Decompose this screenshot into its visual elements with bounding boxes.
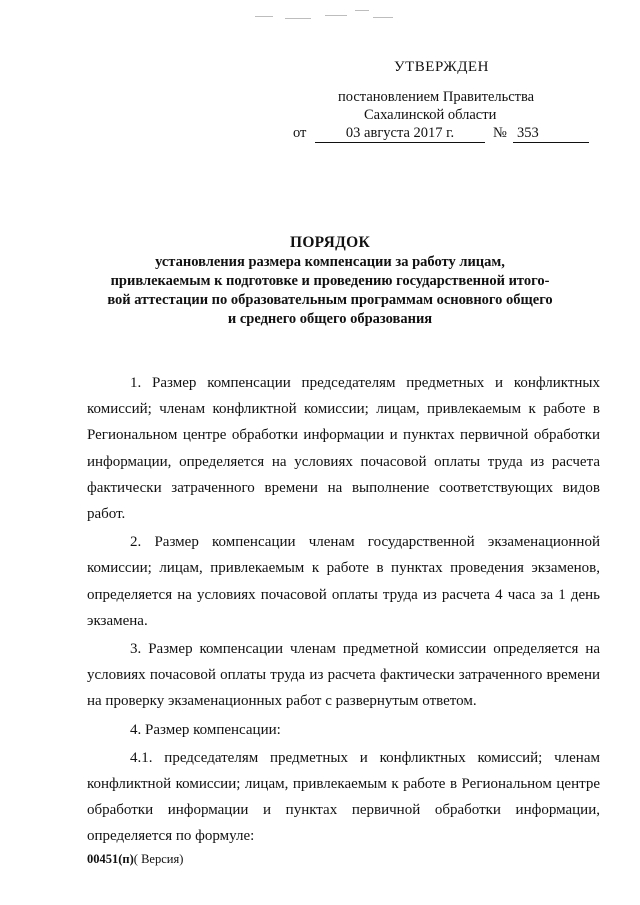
document-heading bbox=[60, 233, 600, 329]
from-label: от bbox=[293, 125, 307, 141]
paragraph-4: 4. Размер компенсации: bbox=[130, 721, 281, 738]
approval-line-2: Сахалинской области bbox=[364, 107, 497, 123]
heading-line: привлекаемым к подготовке и проведению государственной итого- bbox=[110, 273, 550, 289]
approval-number-field bbox=[513, 124, 589, 143]
heading-line: вой аттестации по образовательным программам основного общего bbox=[107, 292, 553, 308]
approval-line-1: постановлением Правительства bbox=[338, 89, 535, 105]
footer-version: ( Версия) bbox=[133, 852, 184, 866]
paragraph-1: 1. Размер компенсации председателям предметных и конфликтных комиссий; членам конфликтной комиссии; лицам, привлекаемым к работе в Региональном центре обработки информации и пунктах первичной обработки информации, определяется на условиях почасовой оплаты труда из расчета фактически затраченного времени на выполнение соответствующих видов работ. bbox=[87, 375, 600, 523]
paragraph-2: 2. Размер компенсации членам государственной экзаменационной комиссии; лицам, привлекаемым к работе в пунктах проведения экзаменов, определяется на условиях почасовой оплаты труда из расчета 4 часа за 1 день экзамена. bbox=[87, 534, 600, 629]
document-body bbox=[87, 370, 600, 852]
paragraph-3: 3. Размер компенсации членам предметной комиссии определяется на условиях почасовой оплаты труда из расчета фактически затраченного времени на проверку экзаменационных работ с развернутым ответом. bbox=[87, 641, 600, 710]
approval-stamp: УТВЕРЖДЕН bbox=[394, 59, 489, 75]
footer-code: 00451(п) bbox=[87, 852, 134, 866]
document-title: ПОРЯДОК bbox=[289, 234, 371, 251]
heading-line: установления размера компенсации за работу лицам, bbox=[155, 254, 505, 270]
approval-date: 03 августа 2017 г. bbox=[315, 124, 485, 143]
scan-artifact bbox=[255, 6, 395, 24]
document-footer bbox=[87, 852, 183, 867]
paragraph-4-1: 4.1. председателям предметных и конфликтных комиссий; членам конфликтной комиссии; лицам, привлекаемым к работе в Региональном центре обработки информации и пунктах первичной обработки информации, определяется по формуле: bbox=[87, 749, 600, 845]
number-sign: № bbox=[493, 125, 507, 141]
approval-number: 353 bbox=[517, 125, 539, 141]
heading-line: и среднего общего образования bbox=[227, 311, 433, 327]
